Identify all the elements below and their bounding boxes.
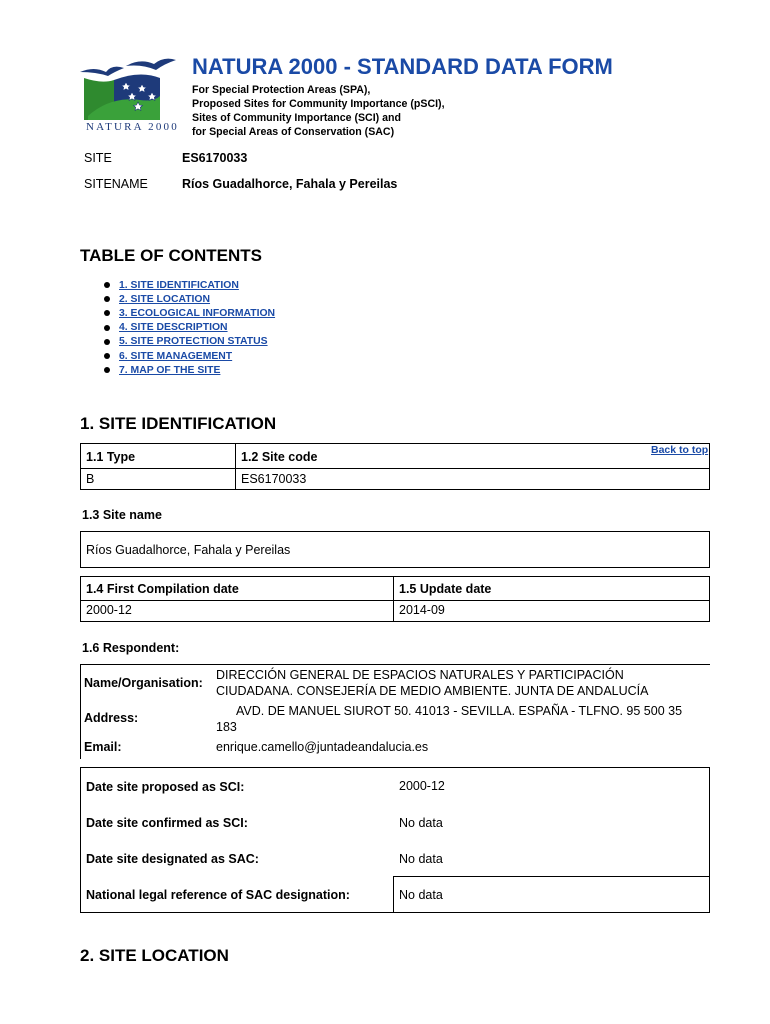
toc-link-site-management[interactable]: 6. SITE MANAGEMENT xyxy=(119,350,233,362)
sitename-value: Ríos Guadalhorce, Fahala y Pereilas xyxy=(182,177,398,191)
subtitle-line: Proposed Sites for Community Importance (pSCI), xyxy=(192,98,445,110)
org-label: Name/Organisation: xyxy=(84,676,203,690)
site-code-value: ES6170033 xyxy=(241,472,307,486)
section-2-heading: 2. SITE LOCATION xyxy=(80,946,229,965)
table-divider xyxy=(393,576,394,622)
form-subtitle xyxy=(192,83,445,139)
table-divider xyxy=(393,876,710,877)
respondent-label: 1.6 Respondent: xyxy=(82,641,180,655)
sci-confirmed-value: No data xyxy=(399,816,443,830)
type-code-table xyxy=(80,443,710,490)
logo-wordmark: NATURA 2000 xyxy=(86,121,179,133)
back-to-top-link[interactable]: Back to top xyxy=(651,444,709,456)
bullet-icon xyxy=(104,296,110,302)
section-1-heading: 1. SITE IDENTIFICATION xyxy=(80,414,277,433)
sci-proposed-label: Date site proposed as SCI: xyxy=(86,780,245,794)
sci-proposed-value: 2000-12 xyxy=(399,779,445,793)
table-divider xyxy=(80,600,710,601)
bullet-icon xyxy=(104,353,110,359)
sac-designated-label: Date site designated as SAC: xyxy=(86,852,259,866)
toc-link-map-of-the-site[interactable]: 7. MAP OF THE SITE xyxy=(119,364,221,376)
bullet-icon xyxy=(104,339,110,345)
org-value xyxy=(216,668,649,699)
address-value-line: 183 xyxy=(216,719,237,734)
address-label: Address: xyxy=(84,711,139,725)
email-label: Email: xyxy=(84,740,122,754)
table-divider xyxy=(235,443,236,490)
subtitle-line: Sites of Community Importance (SCI) and xyxy=(192,112,401,124)
first-compilation-label: 1.4 First Compilation date xyxy=(86,582,239,596)
email-value: enrique.camello@juntadeandalucia.es xyxy=(216,740,429,754)
first-compilation-value: 2000-12 xyxy=(86,603,132,617)
sac-designated-value: No data xyxy=(399,852,443,866)
toc-link-site-identification[interactable]: 1. SITE IDENTIFICATION xyxy=(119,279,239,291)
toc-item[interactable] xyxy=(104,335,275,349)
site-label: SITE xyxy=(84,151,112,165)
site-value: ES6170033 xyxy=(182,151,248,165)
table-divider xyxy=(80,468,710,469)
address-value xyxy=(216,704,710,735)
bullet-icon xyxy=(104,310,110,316)
toc-item[interactable] xyxy=(104,278,275,292)
subtitle-line: for Special Areas of Conservation (SAC) xyxy=(192,126,395,138)
toc-item[interactable] xyxy=(104,349,275,363)
site-name-label: 1.3 Site name xyxy=(82,508,162,522)
respondent-top-rule xyxy=(80,664,710,665)
toc-list xyxy=(104,278,275,377)
toc-item[interactable] xyxy=(104,363,275,377)
toc-item[interactable] xyxy=(104,306,275,320)
address-value-line: AVD. DE MANUEL SIUROT 50. 41013 - SEVILLA. ESPAÑA - TLFNO. 95 500 35 xyxy=(236,704,683,718)
toc-link-site-description[interactable]: 4. SITE DESCRIPTION xyxy=(119,322,228,334)
type-value: B xyxy=(86,472,95,486)
table-divider xyxy=(393,876,394,913)
sitename-label: SITENAME xyxy=(84,177,148,191)
legal-reference-label: National legal reference of SAC designation: xyxy=(86,888,350,902)
type-label: 1.1 Type xyxy=(86,450,136,464)
toc-heading: TABLE OF CONTENTS xyxy=(80,246,262,265)
bullet-icon xyxy=(104,325,110,331)
site-code-label: 1.2 Site code xyxy=(241,450,318,464)
respondent-left-rule xyxy=(80,664,81,759)
org-value-line: CIUDADANA. CONSEJERÍA DE MEDIO AMBIENTE. JUNTA DE ANDALUCÍA xyxy=(216,683,649,698)
sci-confirmed-label: Date site confirmed as SCI: xyxy=(86,816,248,830)
bullet-icon xyxy=(104,282,110,288)
form-title: NATURA 2000 - STANDARD DATA FORM xyxy=(192,54,613,79)
org-value-line: DIRECCIÓN GENERAL DE ESPACIOS NATURALES Y PARTICIPACIÓN xyxy=(216,668,624,682)
site-name-value: Ríos Guadalhorce, Fahala y Pereilas xyxy=(86,543,291,557)
update-date-label: 1.5 Update date xyxy=(399,582,492,596)
toc-link-ecological-information[interactable]: 3. ECOLOGICAL INFORMATION xyxy=(119,307,276,319)
toc-item[interactable] xyxy=(104,292,275,306)
toc-item[interactable] xyxy=(104,321,275,335)
update-date-value: 2014-09 xyxy=(399,603,445,617)
toc-link-site-location[interactable]: 2. SITE LOCATION xyxy=(119,293,211,305)
subtitle-line: For Special Protection Areas (SPA), xyxy=(192,84,371,96)
legal-reference-value: No data xyxy=(399,888,443,902)
toc-link-site-protection-status[interactable]: 5. SITE PROTECTION STATUS xyxy=(119,336,268,348)
bullet-icon xyxy=(104,367,110,373)
